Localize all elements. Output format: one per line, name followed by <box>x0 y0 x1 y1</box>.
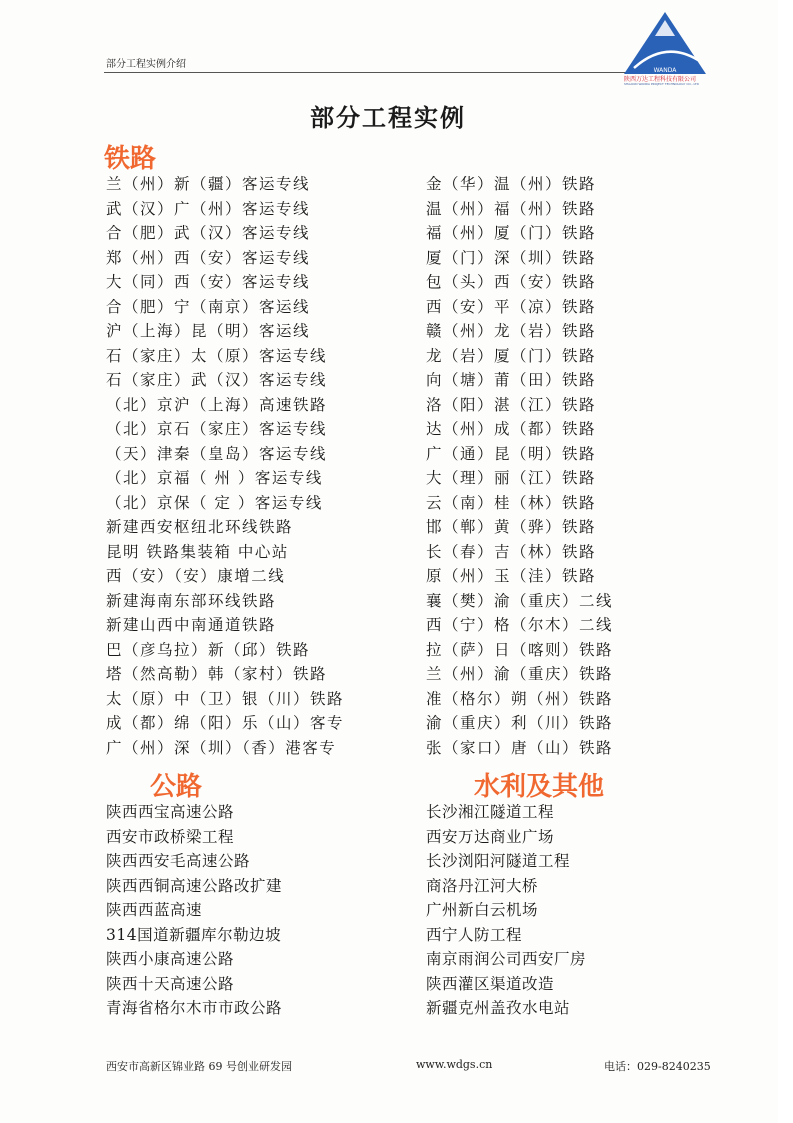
list-item: 新疆克州盖孜水电站 <box>426 999 571 1017</box>
list-item: （北）京石（家庄）客运专线 <box>106 420 328 438</box>
list-item: 赣（州）龙（岩）铁路 <box>426 322 597 340</box>
list-item: 襄（樊）渝（重庆）二线 <box>426 591 614 610</box>
list-item: 陕西十天高速公路 <box>106 974 235 993</box>
list-item: 长（春）吉（林）铁路 <box>426 542 597 561</box>
list-item: 石（家庄）武（汉）客运专线 <box>106 371 328 389</box>
list-item: 西（宁）格（尔木）二线 <box>426 616 614 634</box>
list-item: 渝（重庆）利（川）铁路 <box>426 714 614 732</box>
list-item: 金（华）温（州）铁路 <box>426 175 597 193</box>
logo-company-name: 陕西万达工程科技有限公司 <box>624 76 697 83</box>
list-item: 新建西安枢纽北环线铁路 <box>106 518 294 536</box>
list-item: 广（州）深（圳）（香）港客专 <box>106 738 337 757</box>
list-item: （北）京沪（上海）高速铁路 <box>106 395 328 414</box>
list-item: 合（肥）武（汉）客运专线 <box>106 224 311 242</box>
list-item: 龙（岩）厦（门）铁路 <box>426 346 597 365</box>
logo-company-english: SHAANXI WANDA PROJECT TECHNOLOGY CO., LTD <box>624 82 699 86</box>
list-item: 长沙湘江隧道工程 <box>426 803 555 821</box>
list-item: 陕西西宝高速公路 <box>106 803 235 821</box>
header-rule <box>104 72 626 73</box>
list-item: 向（塘）莆（田）铁路 <box>426 371 597 389</box>
list-item: 西（安）（安）康增二线 <box>106 567 286 585</box>
header-text: 部分工程实例介绍 <box>106 59 186 70</box>
railway-list-right <box>426 172 613 760</box>
list-item: 准（格尔）朔（州）铁路 <box>426 689 614 708</box>
list-item: 南京雨润公司西安厂房 <box>426 950 587 968</box>
section-heading-water: 水利及其他 <box>474 772 605 802</box>
list-item: 314国道新疆库尔勒边坡 <box>106 925 282 944</box>
list-item: 陕西小康高速公路 <box>106 950 235 968</box>
list-item: 广（通）昆（明）铁路 <box>426 444 597 463</box>
list-item: 石（家庄）太（原）客运专线 <box>106 346 328 365</box>
list-item: 温（州）福（州）铁路 <box>426 199 597 218</box>
list-item: 成（都）绵（阳）乐（山）客专 <box>106 714 345 732</box>
list-item: 陕西灌区渠道改造 <box>426 974 555 993</box>
list-item: 福（州）厦（门）铁路 <box>426 224 597 242</box>
list-item: 兰（州）渝（重庆）铁路 <box>426 665 614 683</box>
list-item: 新建海南东部环线铁路 <box>106 591 277 610</box>
list-item: 云（南）桂（林）铁路 <box>426 493 597 512</box>
list-item: 太（原）中（卫）银（川）铁路 <box>106 689 345 708</box>
list-item: 西安市政桥梁工程 <box>106 827 235 846</box>
list-item: 西（安）平（凉）铁路 <box>426 297 597 316</box>
list-item: 西宁人防工程 <box>426 925 523 944</box>
list-item: 青海省格尔木市市政公路 <box>106 999 283 1017</box>
water-list <box>426 800 586 1021</box>
list-item: 洛（阳）湛（江）铁路 <box>426 395 597 414</box>
list-item: 塔（然高勒）韩（家村）铁路 <box>106 665 328 683</box>
list-item: 达（州）成（都）铁路 <box>426 420 597 438</box>
footer-address: 西安市高新区锦业路 69 号创业研发园 <box>106 1060 292 1073</box>
list-item: 长沙浏阳河隧道工程 <box>426 852 571 870</box>
list-item: 新建山西中南通道铁路 <box>106 616 277 634</box>
list-item: 合（肥）宁（南京）客运线 <box>106 297 311 316</box>
list-item: （天）津秦（皇岛）客运专线 <box>106 444 328 463</box>
list-item: 陕西西蓝高速 <box>106 901 203 919</box>
list-item: （北）京保（ 定 ）客运专线 <box>106 493 323 512</box>
section-heading-highway: 公路 <box>150 772 203 802</box>
list-item: 巴（彦乌拉）新（邱）铁路 <box>106 640 311 659</box>
logo-word: WANDA <box>653 67 677 74</box>
railway-list-left <box>106 172 344 760</box>
list-item: 昆明 铁路集装箱 中心站 <box>106 542 289 561</box>
list-item: 西安万达商业广场 <box>426 827 555 846</box>
list-item: 陕西西铜高速公路改扩建 <box>106 876 283 895</box>
list-item: 大（理）丽（江）铁路 <box>426 469 597 487</box>
section-heading-railway: 铁路 <box>104 144 157 174</box>
list-item: 张（家口）唐（山）铁路 <box>426 738 614 757</box>
list-item: 武（汉）广（州）客运专线 <box>106 199 311 218</box>
list-item: 厦（门）深（圳）铁路 <box>426 248 597 267</box>
list-item: 陕西西安毛高速公路 <box>106 852 251 870</box>
list-item: 兰（州）新（疆）客运专线 <box>106 175 311 193</box>
list-item: 拉（萨）日（喀则）铁路 <box>426 640 614 659</box>
list-item: 包（头）西（安）铁路 <box>426 273 597 291</box>
footer-phone: 电话：029-8240235 <box>604 1060 711 1073</box>
list-item: 商洛丹江河大桥 <box>426 876 539 895</box>
list-item: 沪（上海）昆（明）客运线 <box>106 322 311 340</box>
list-item: 郑（州）西（安）客运专线 <box>106 248 311 267</box>
list-item: 邯（郸）黄（骅）铁路 <box>426 518 597 536</box>
list-item: 原（州）玉（洼）铁路 <box>426 567 597 585</box>
page-title: 部分工程实例 <box>310 104 466 132</box>
list-item: 大（同）西（安）客运专线 <box>106 273 311 291</box>
list-item: （北）京福（ 州 ）客运专线 <box>106 469 323 487</box>
footer-website: www.wdgs.cn <box>416 1058 493 1071</box>
highway-list <box>106 800 282 1021</box>
list-item: 广州新白云机场 <box>426 901 539 919</box>
